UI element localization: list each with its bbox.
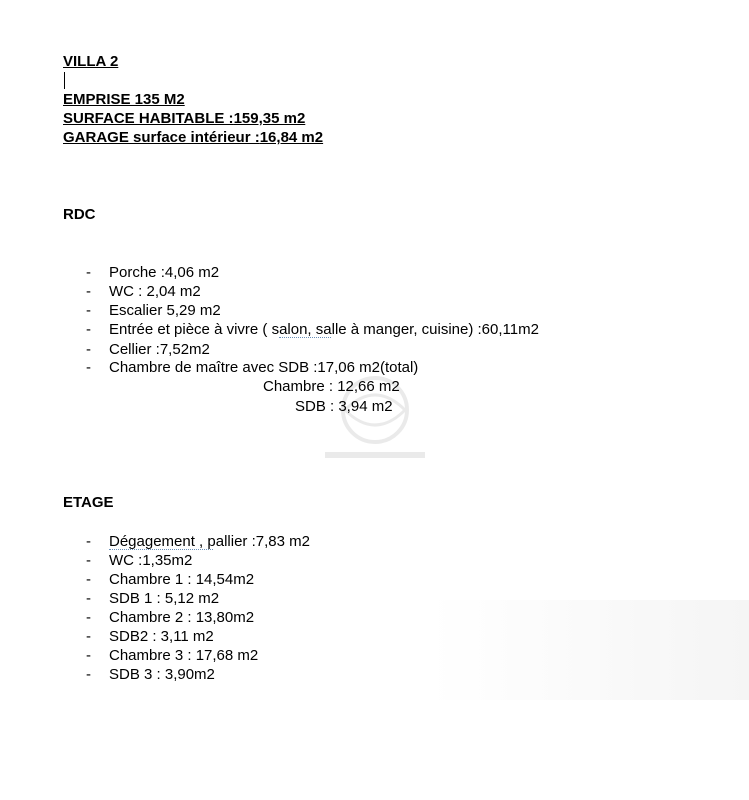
list-item: Chambre 1 : 14,54m2: [109, 571, 255, 588]
text-cursor: [64, 72, 65, 89]
list-bullet: -: [86, 321, 91, 338]
list-bullet: -: [86, 302, 91, 319]
list-bullet: -: [86, 609, 91, 626]
list-item: SDB2 : 3,11 m2: [109, 628, 214, 645]
list-item: Escalier 5,29 m2: [109, 302, 221, 319]
scan-shading: [430, 600, 749, 700]
list-item: Chambre de maître avec SDB :17,06 m2(total): [109, 359, 419, 376]
garage-value: 16,84 m2: [259, 129, 324, 146]
list-bullet: -: [86, 666, 91, 683]
villa-title: VILLA 2: [63, 53, 119, 70]
garage-line: [63, 128, 323, 147]
surface-habitable-line: [63, 109, 305, 128]
spellcheck-underline: [279, 334, 331, 338]
list-bullet: -: [86, 533, 91, 550]
list-item: SDB 3 : 3,90m2: [109, 666, 215, 683]
list-item: Chambre 3 : 17,68 m2: [109, 647, 259, 664]
list-bullet: -: [86, 359, 91, 376]
etage-heading: ETAGE: [63, 494, 114, 511]
list-bullet: -: [86, 590, 91, 607]
list-item: Dégagement , pallier :7,83 m2: [109, 533, 310, 550]
list-bullet: -: [86, 647, 91, 664]
spellcheck-underline: [109, 546, 213, 550]
list-item: WC :1,35m2: [109, 552, 193, 569]
list-item: Cellier :7,52m2: [109, 341, 210, 358]
sub-item: SDB : 3,94 m2: [295, 398, 393, 415]
list-bullet: -: [86, 264, 91, 281]
list-bullet: -: [86, 283, 91, 300]
list-item: WC : 2,04 m2: [109, 283, 201, 300]
list-bullet: -: [86, 552, 91, 569]
surface-label: SURFACE HABITABLE :: [63, 110, 234, 127]
list-item: Chambre 2 : 13,80m2: [109, 609, 255, 626]
watermark-logo: [300, 370, 450, 465]
garage-label: GARAGE surface intérieur :: [63, 129, 260, 146]
list-bullet: -: [86, 571, 91, 588]
emprise-line: EMPRISE 135 M2: [63, 91, 185, 108]
rdc-heading: RDC: [63, 206, 96, 223]
list-item: Porche :4,06 m2: [109, 264, 220, 281]
list-bullet: -: [86, 628, 91, 645]
list-item: SDB 1 : 5,12 m2: [109, 590, 220, 607]
list-item: Entrée et pièce à vivre ( salon, salle à manger, cuisine) :60,11m2: [109, 321, 539, 338]
sub-item: Chambre : 12,66 m2: [263, 378, 400, 395]
list-bullet: -: [86, 341, 91, 358]
surface-value: 159,35 m2: [233, 110, 306, 127]
